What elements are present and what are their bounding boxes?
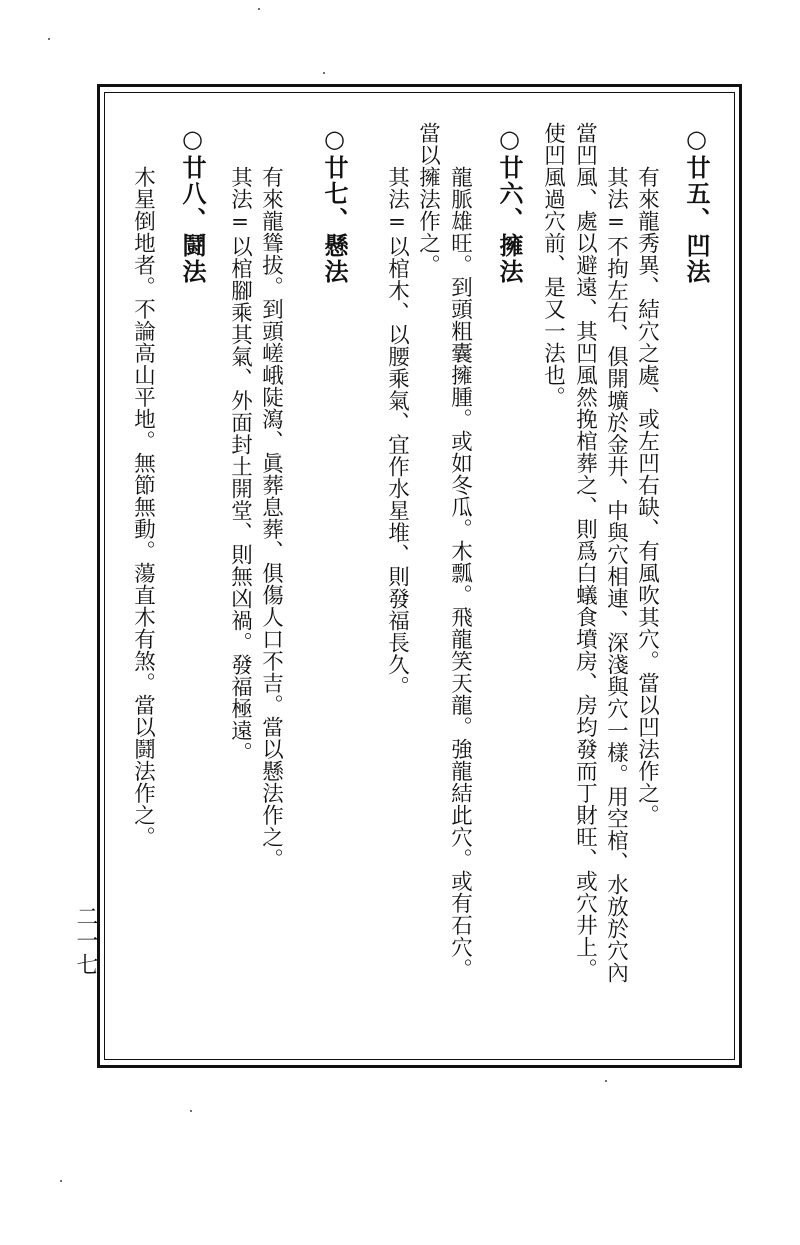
scan-speck xyxy=(60,1180,62,1182)
section-heading: ○廿七、懸法 xyxy=(320,124,349,285)
scan-speck xyxy=(605,1080,607,1082)
text-column: 木星倒地者。不論高山平地。無節無動。蕩直木有煞。當以鬪法作之。 xyxy=(130,166,156,848)
text-column: 當以擁法作之。 xyxy=(415,122,441,276)
scan-speck xyxy=(190,1110,192,1112)
text-column: 有來龍秀異、結穴之處、或左凹右缺、有風吹其穴。當以凹法作之。 xyxy=(634,166,660,826)
text-column: 其法=不拘左右、俱開壙於金井、中與穴相連、深淺與穴一樣。用空棺、水放於穴內 xyxy=(603,166,629,984)
text-column: 當凹風、處以避遠、其凹風然挽棺葬之、則爲白蟻食墳房、房均發而丁財旺、或穴井上。 xyxy=(572,122,598,980)
page-number: 二一七 xyxy=(73,905,98,977)
scan-speck xyxy=(323,72,325,74)
text-column: 有來龍聳拔。到頭嵯峨陡瀉、眞葬息葬、俱傷人口不吉。當以懸法作之。 xyxy=(258,166,284,870)
section-heading: ○廿六、擁法 xyxy=(495,124,524,285)
scan-speck xyxy=(258,8,260,10)
section-heading: ○廿八、鬪法 xyxy=(178,124,207,285)
scan-speck xyxy=(48,38,50,40)
section-heading: ○廿五、凹法 xyxy=(682,124,711,285)
text-column: 使凹風過穴前、是又一法也。 xyxy=(540,122,566,408)
text-column: 其法=以棺木、以腰乘氣、宜作水星堆、則發福長久。 xyxy=(384,166,410,698)
text-column: 龍脈雄旺。到頭粗囊擁腫。或如冬瓜。木瓢。飛龍笑天龍。強龍結此穴。或有石穴。 xyxy=(447,166,473,980)
text-column: 其法=以棺腳乘其氣、外面封土開堂、則無凶禍。發福極遠。 xyxy=(227,166,253,764)
